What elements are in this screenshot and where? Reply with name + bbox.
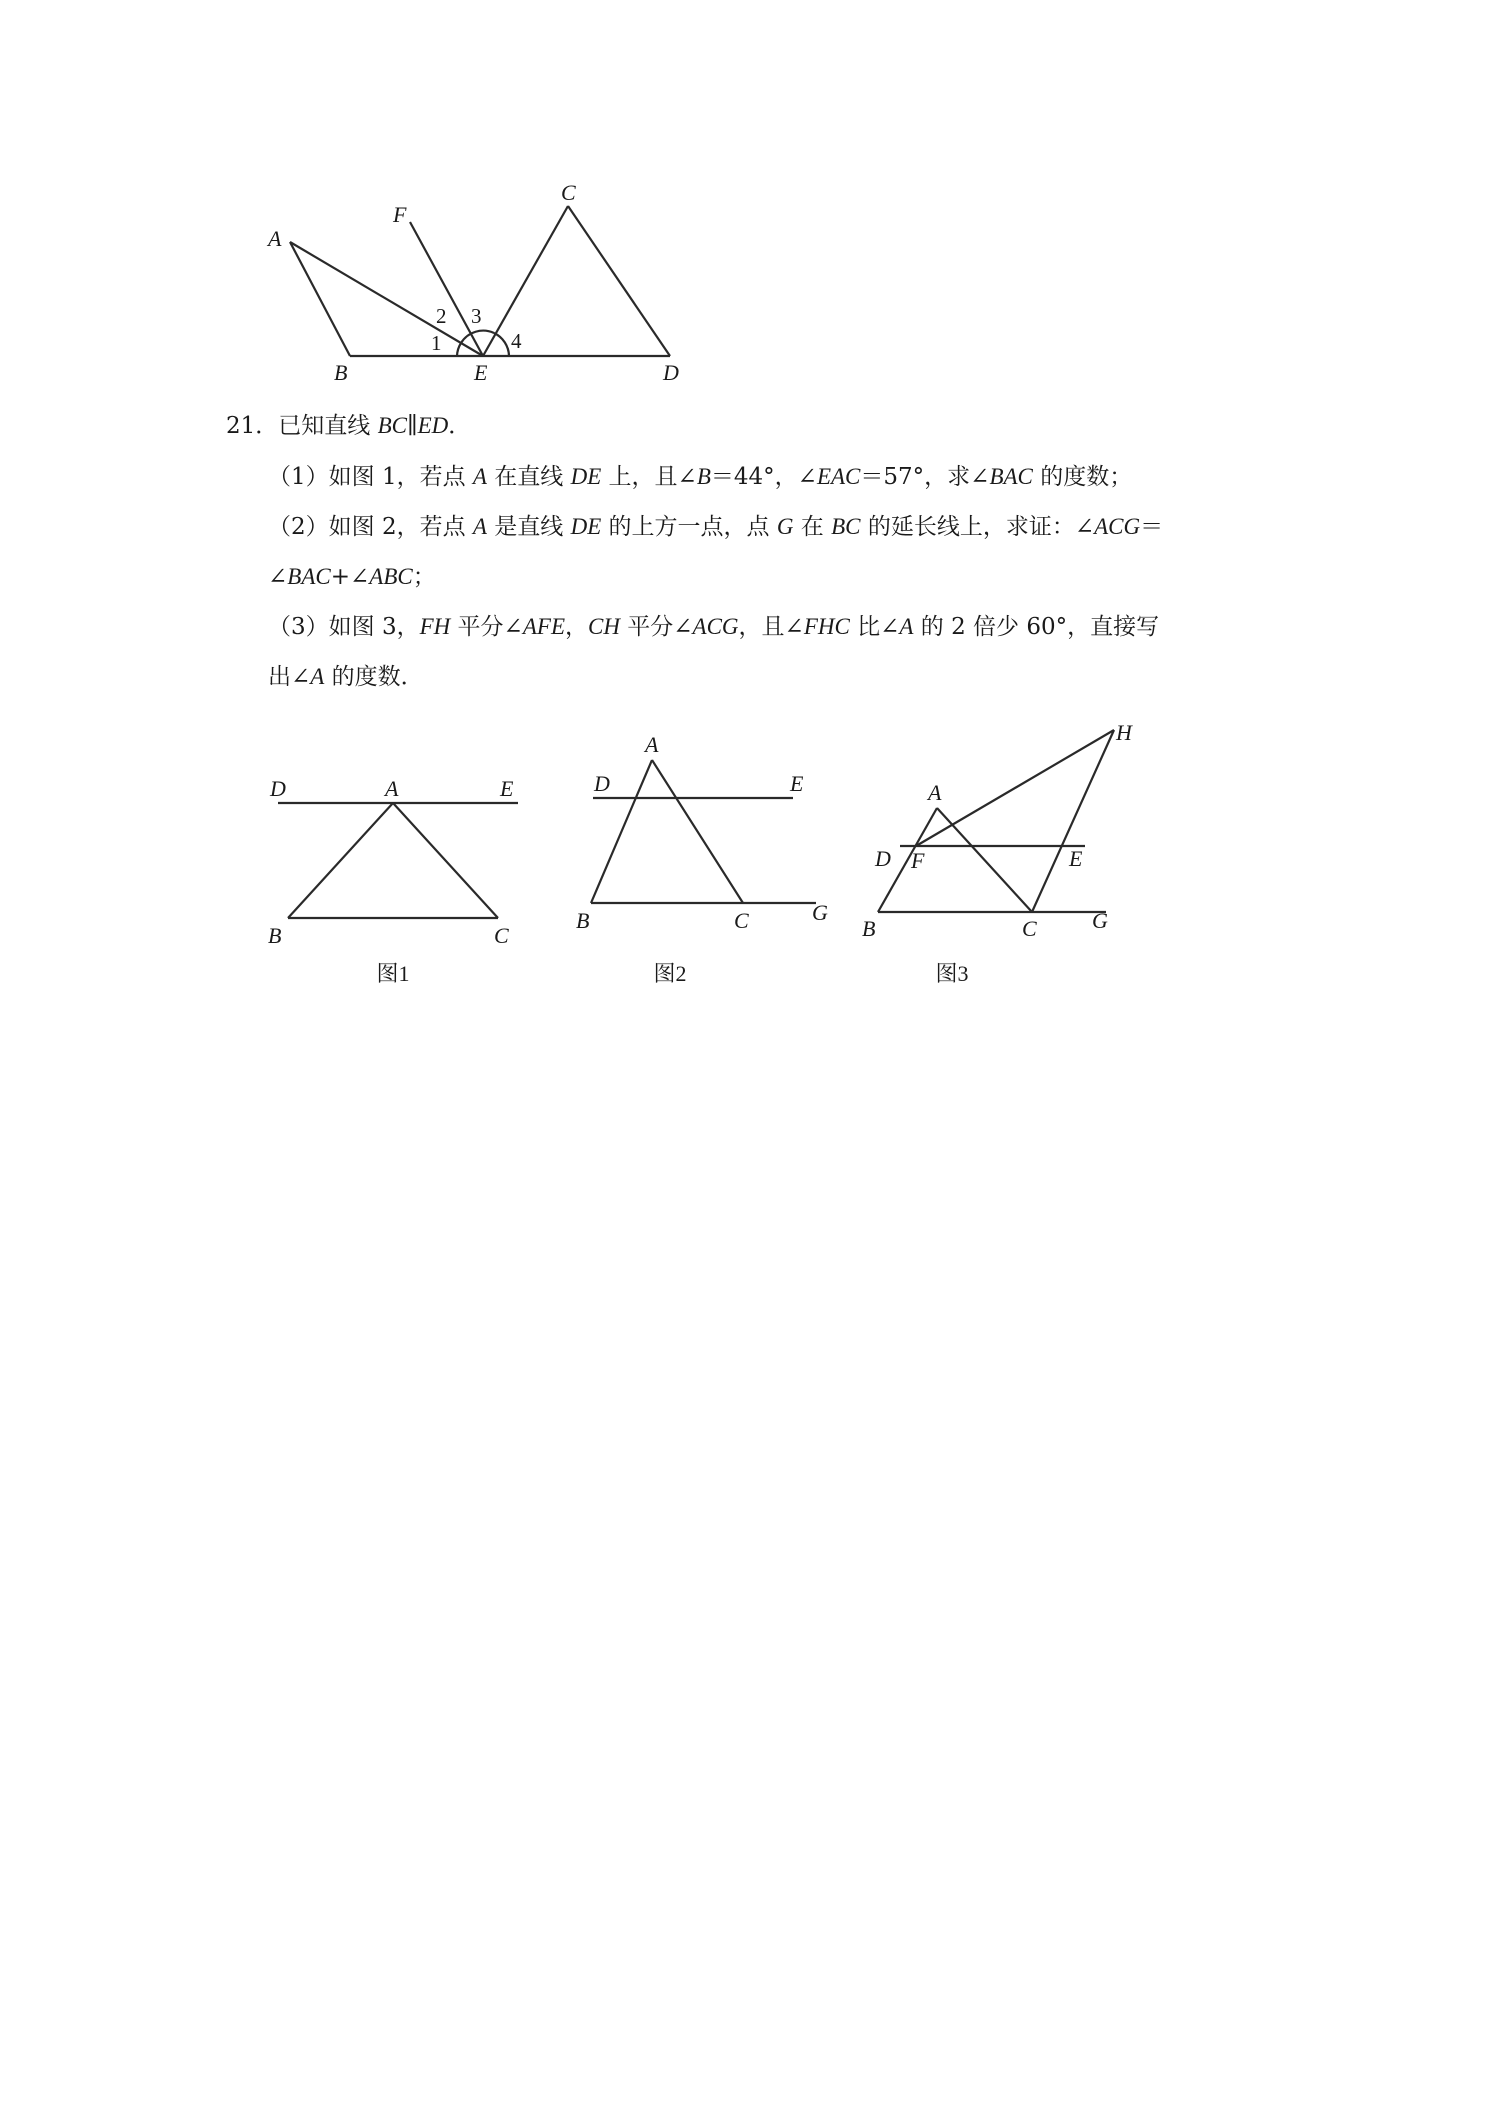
text-run: ∥	[406, 413, 418, 439]
text-run: 在	[793, 514, 832, 540]
math-text: FHC	[803, 614, 850, 639]
text-run: （1）如图 1，若点	[268, 464, 473, 490]
point-label-e: E	[500, 776, 514, 801]
text-run: ＝44°，∠	[710, 464, 817, 490]
point-label-f: F	[393, 202, 407, 227]
math-text: EAC	[816, 464, 861, 489]
point-label-a: A	[385, 776, 399, 801]
math-text: DE	[570, 464, 602, 489]
text-run: 的 2 倍少 60°，直接写	[913, 614, 1160, 640]
angle-label-4: 4	[511, 329, 522, 353]
text-run: ，	[565, 614, 588, 640]
math-text: AFE	[522, 614, 565, 639]
text-run: 平分∠	[619, 614, 693, 640]
text-run: 的度数；	[1032, 464, 1133, 490]
text-run: ＝	[1140, 514, 1164, 540]
math-text: BAC	[989, 464, 1033, 489]
math-text: A	[472, 514, 487, 539]
point-label-d: D	[270, 776, 286, 801]
segment-cd	[568, 206, 670, 356]
point-label-h: H	[1116, 720, 1132, 745]
point-label-a: A	[268, 226, 282, 251]
math-text: A	[899, 614, 914, 639]
point-label-f: F	[911, 848, 925, 873]
point-label-c: C	[494, 923, 509, 948]
point-label-d: D	[875, 846, 891, 871]
text-run: （3）如图 3，	[268, 614, 420, 640]
figure-3	[0, 700, 1488, 1000]
math-text: FH	[419, 614, 451, 639]
text-run: 21．已知直线	[226, 413, 378, 439]
math-text: BAC	[287, 564, 331, 589]
top-angle-figure	[0, 0, 1488, 400]
angle-arc-4	[494, 333, 509, 356]
point-label-a: A	[645, 732, 659, 757]
point-label-a: A	[928, 780, 942, 805]
problem-part-2-line-2	[268, 562, 436, 592]
angle-label-1: 1	[431, 331, 442, 355]
point-label-g: G	[1092, 908, 1108, 933]
text-run: +∠	[330, 564, 370, 590]
problem-part-3-line-1	[268, 612, 1159, 642]
point-label-e: E	[1069, 846, 1083, 871]
point-label-e: E	[790, 771, 804, 796]
point-label-c: C	[1022, 916, 1037, 941]
math-text: DE	[570, 514, 602, 539]
point-label-c: C	[734, 908, 749, 933]
figure-3-caption: 图3	[935, 961, 969, 986]
problem-intro	[226, 411, 471, 441]
math-text: B	[696, 464, 711, 489]
segment-ch	[1032, 730, 1114, 912]
text-run: 的度数．	[324, 664, 424, 690]
problem-part-1	[268, 462, 1132, 492]
point-label-b: B	[862, 916, 876, 941]
problem-part-2-line-1	[268, 512, 1163, 542]
problem-part-3-line-2	[268, 662, 424, 692]
angle-label-2: 2	[436, 304, 447, 328]
math-text: A	[472, 464, 487, 489]
point-label-g: G	[812, 900, 828, 925]
text-run: ．	[448, 413, 472, 439]
point-label-b: B	[334, 360, 348, 385]
text-run: 平分∠	[450, 614, 523, 640]
point-label-e: E	[474, 360, 488, 385]
math-text: BC	[831, 514, 861, 539]
point-label-d: D	[663, 360, 679, 385]
figure-2-caption: 图2	[653, 961, 687, 986]
text-run: 在直线	[486, 464, 571, 490]
angle-label-3: 3	[471, 304, 482, 328]
math-text: ACG	[1094, 514, 1141, 539]
text-run: ，且∠	[738, 614, 804, 640]
point-label-d: D	[594, 771, 610, 796]
math-text: A	[310, 664, 325, 689]
segment-ac	[937, 808, 1032, 912]
angle-arc-1	[457, 343, 461, 356]
point-label-c: C	[561, 180, 576, 205]
text-run: 上，且∠	[601, 464, 697, 490]
figure-1-caption: 图1	[376, 961, 410, 986]
math-text: ACG	[692, 614, 739, 639]
point-label-b: B	[576, 908, 590, 933]
math-text: ABC	[369, 564, 413, 589]
math-text: ED	[417, 413, 449, 438]
text-run: 出∠	[268, 664, 311, 690]
math-text: BC	[377, 413, 407, 438]
text-run: （2）如图 2，若点	[268, 514, 473, 540]
point-label-b: B	[268, 923, 282, 948]
segment-fe	[410, 222, 483, 356]
text-run: 比∠	[849, 614, 900, 640]
text-run: 的延长线上，求证：∠	[860, 514, 1095, 540]
math-text: CH	[588, 614, 620, 639]
math-text: G	[776, 514, 794, 539]
angle-arc-2-3	[461, 331, 494, 343]
text-run: ＝57°，求∠	[860, 464, 990, 490]
text-run: ；	[412, 564, 436, 590]
segment-fh	[916, 730, 1114, 846]
text-run: 是直线	[486, 514, 571, 540]
text-run: 的上方一点，点	[601, 514, 777, 540]
text-run: ∠	[268, 564, 288, 590]
